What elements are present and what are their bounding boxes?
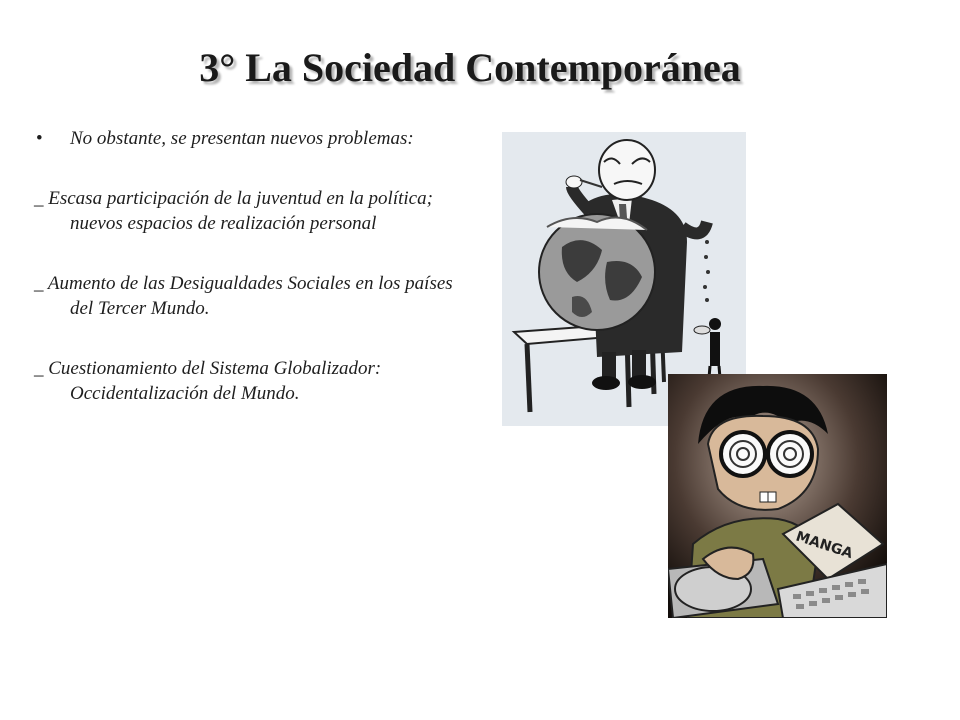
manga-book-label: MANGA [793, 528, 855, 563]
slide-title: 3° La Sociedad Contemporánea [199, 45, 741, 90]
problem-item-3: _ Cuestionamiento del Sistema Globalizador: Occidentalización del Mundo. [34, 358, 382, 404]
bullet-item [34, 126, 454, 151]
cartoon-boy-computer-icon [668, 374, 887, 618]
bullet-text: No obstante, se presentan nuevos problemas: [70, 128, 414, 149]
problem-item-1: _ Escasa participación de la juventud en la política; nuevos espacios de realización personal [34, 188, 433, 234]
problem-item-2: _ Aumento de las Desigualdades Sociales en los países del Tercer Mundo. [34, 273, 453, 319]
slide-content [34, 126, 454, 441]
cartoon-boy-illustration [668, 374, 887, 618]
bullet-icon: • [36, 128, 43, 149]
